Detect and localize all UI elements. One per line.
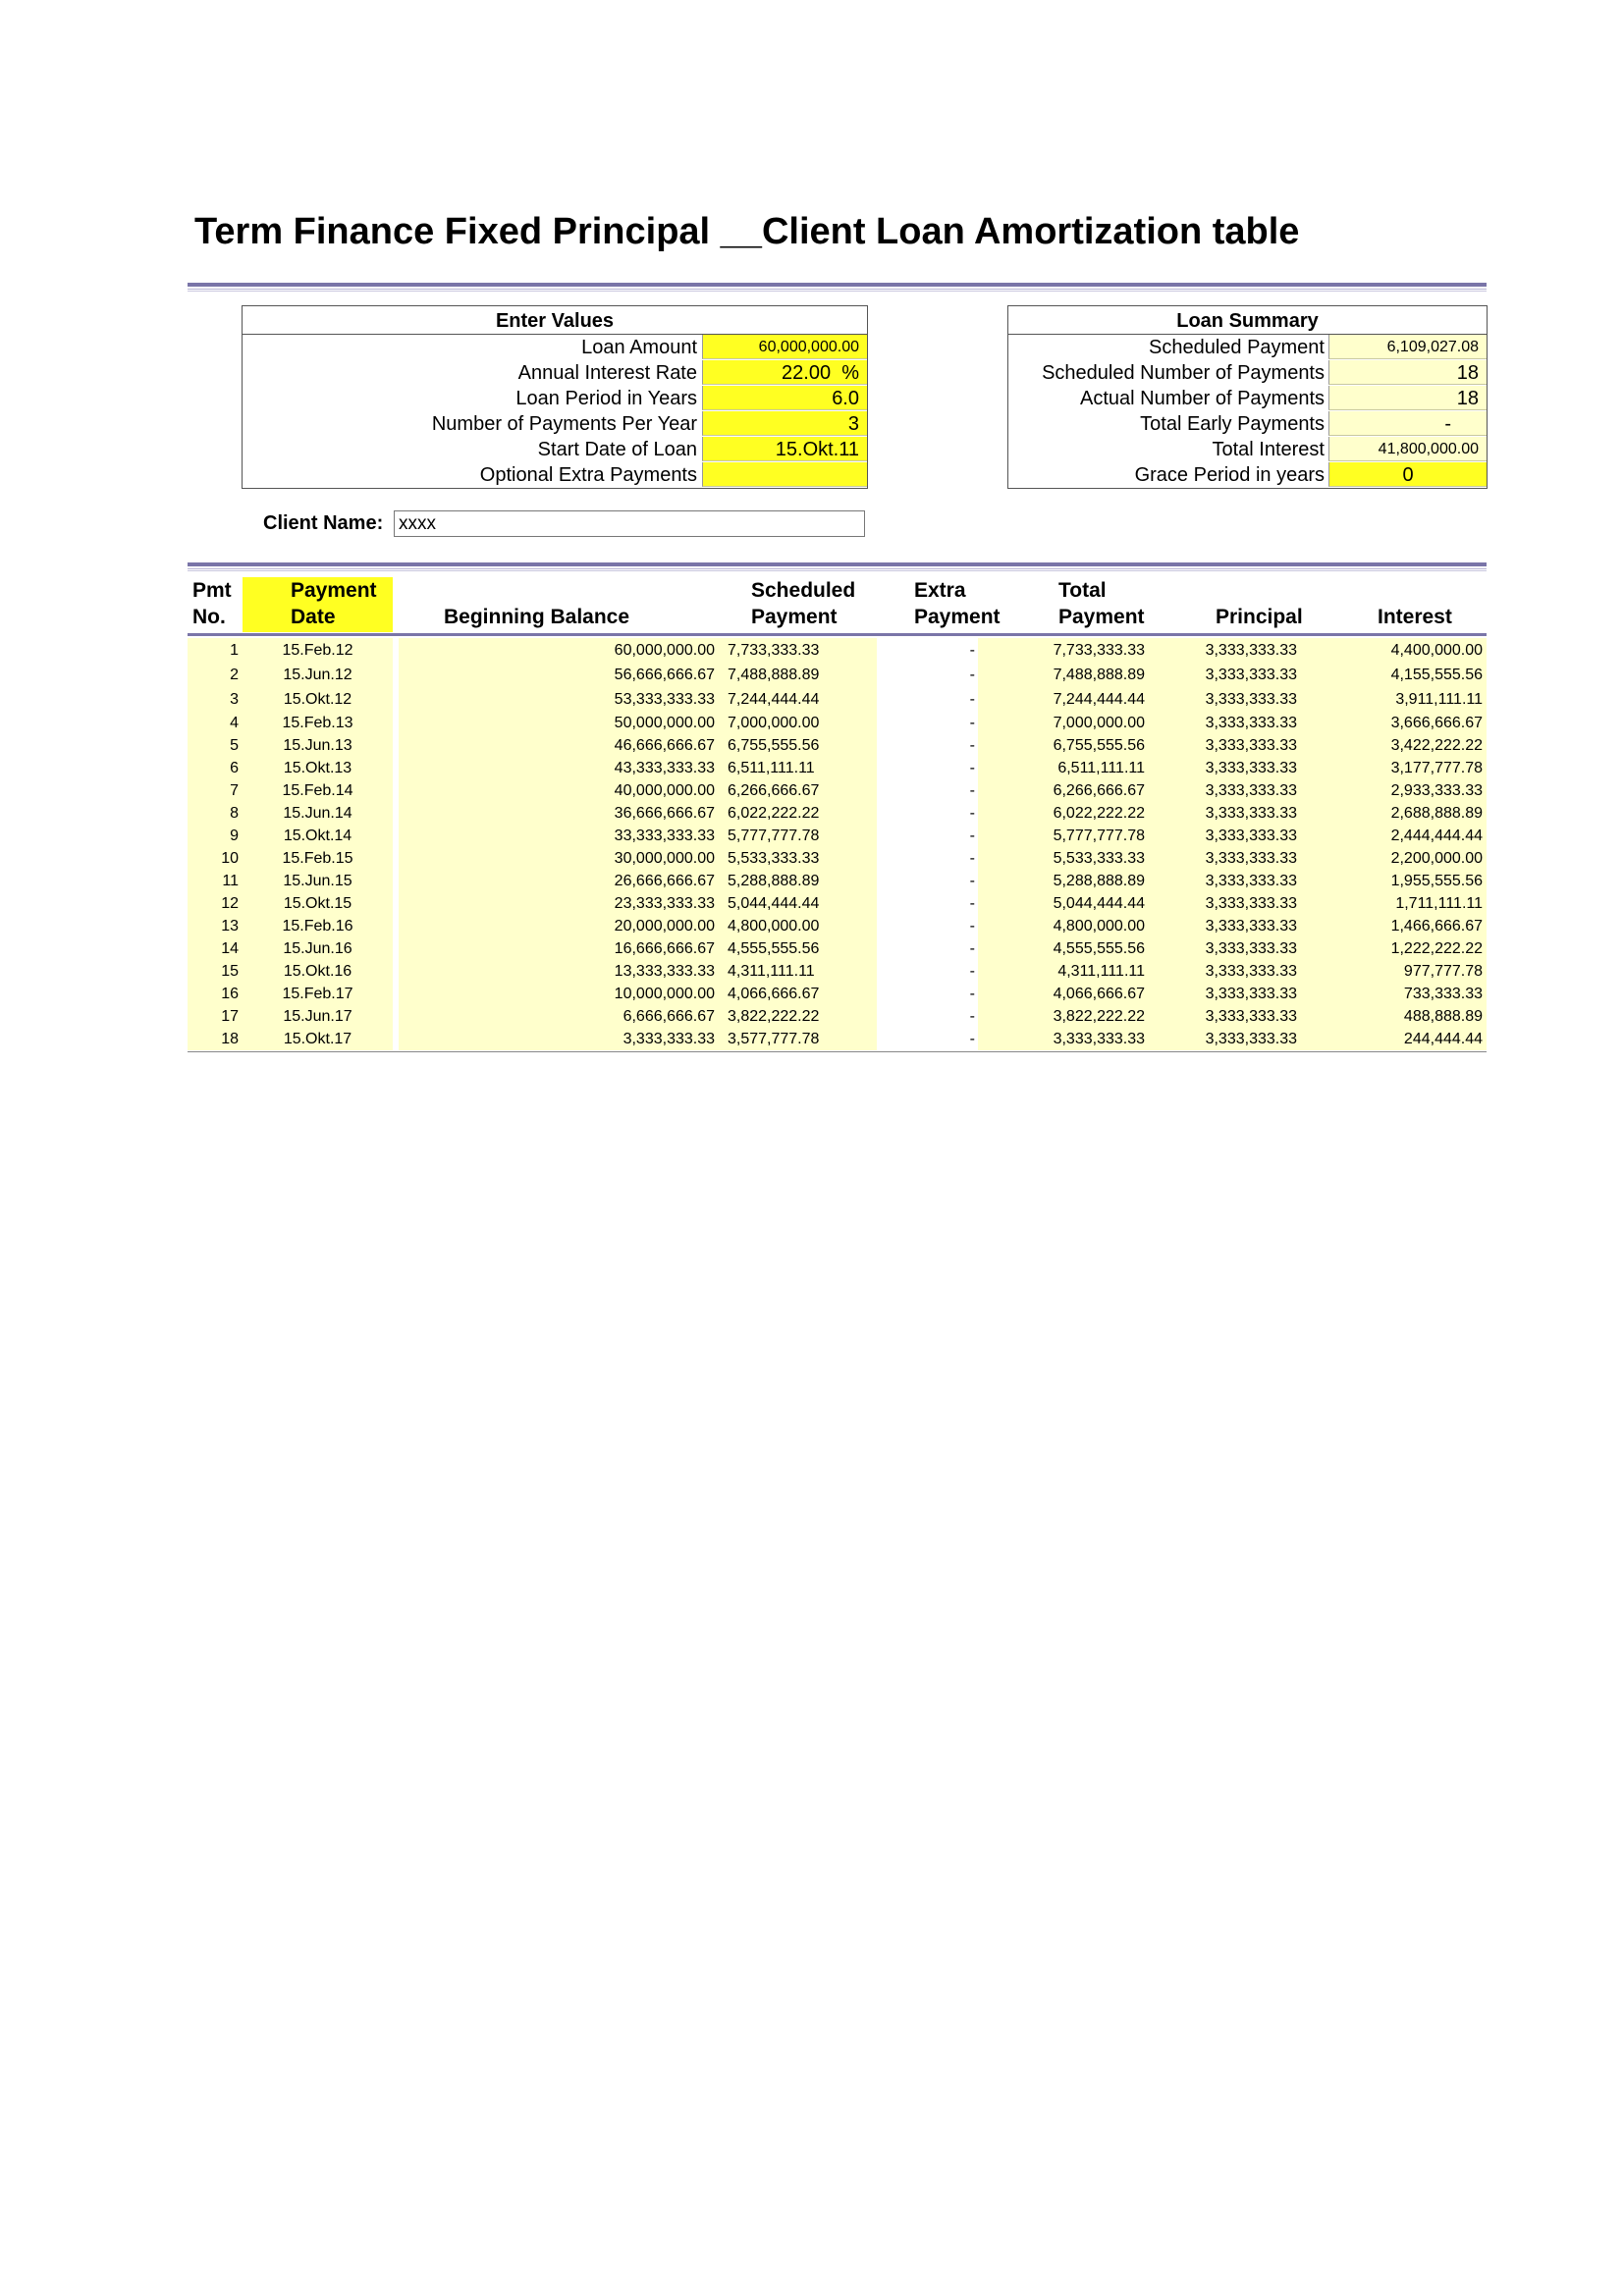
pmt-no-cell: 12	[221, 895, 239, 912]
interest-cell: 1,711,111.11	[1395, 895, 1483, 912]
scheduled-number-value: 18	[1328, 360, 1487, 385]
total-payment-cell: 6,266,666.67	[1053, 782, 1145, 799]
extra-payments-label: Optional Extra Payments	[479, 464, 697, 486]
scheduled-payment-cell: 6,755,555.56	[728, 737, 820, 754]
scheduled-payment-cell: 7,244,444.44	[728, 691, 820, 708]
pmt-no-cell: 5	[230, 737, 239, 754]
extra-payment-cell: -	[969, 782, 975, 799]
scheduled-payment-cell: 5,777,777.78	[728, 828, 820, 844]
total-payment-cell: 7,488,888.89	[1053, 667, 1145, 683]
pmt-no-cell: 7	[230, 782, 239, 799]
interest-cell: 1,466,666.67	[1390, 918, 1483, 934]
header-payment-date-line1: Payment	[291, 579, 377, 602]
beginning-balance-cell: 10,000,000.00	[614, 986, 715, 1002]
pmt-no-cell: 3	[230, 691, 239, 708]
extra-payments-row	[243, 462, 867, 488]
interest-cell: 488,888.89	[1403, 1008, 1483, 1025]
interest-cell: 2,933,333.33	[1390, 782, 1483, 799]
interest-cell: 3,177,777.78	[1390, 760, 1483, 776]
payment-date-cell: 15.Feb.12	[282, 642, 353, 659]
scheduled-payment-cell: 6,022,222.22	[728, 805, 820, 822]
total-payment-cell: 4,066,666.67	[1053, 986, 1145, 1002]
interest-cell: 4,155,555.56	[1390, 667, 1483, 683]
beginning-balance-cell: 56,666,666.67	[614, 667, 715, 683]
table-row	[188, 847, 1487, 870]
scheduled-payment-cell: 5,288,888.89	[728, 873, 820, 889]
beginning-balance-cell: 30,000,000.00	[614, 850, 715, 867]
table-row	[188, 663, 1487, 687]
total-payment-cell: 3,822,222.22	[1053, 1008, 1145, 1025]
principal-cell: 3,333,333.33	[1205, 986, 1297, 1002]
table-row	[188, 712, 1487, 734]
table-row	[188, 779, 1487, 802]
principal-cell: 3,333,333.33	[1205, 691, 1297, 708]
interest-cell: 2,200,000.00	[1390, 850, 1483, 867]
payments-per-year-row	[243, 411, 867, 437]
loan-amount-label: Loan Amount	[581, 337, 697, 358]
pmt-no-cell: 6	[230, 760, 239, 776]
table-row	[188, 937, 1487, 960]
table-row	[188, 638, 1487, 663]
total-payment-cell: 3,333,333.33	[1053, 1031, 1145, 1047]
payment-date-cell: 15.Jun.15	[283, 873, 352, 889]
enter-values-panel	[242, 305, 868, 489]
payment-date-cell: 15.Feb.13	[282, 715, 353, 731]
extra-payment-cell: -	[969, 850, 975, 867]
payment-date-cell: 15.Jun.14	[283, 805, 352, 822]
loan-summary-heading: Loan Summary	[1008, 306, 1487, 335]
extra-payment-cell: -	[969, 805, 975, 822]
extra-payment-cell: -	[969, 760, 975, 776]
pmt-no-cell: 10	[221, 850, 239, 867]
extra-payment-cell: -	[969, 737, 975, 754]
beginning-balance-cell: 43,333,333.33	[614, 760, 715, 776]
principal-cell: 3,333,333.33	[1205, 642, 1297, 659]
beginning-balance-cell: 46,666,666.67	[614, 737, 715, 754]
actual-number-row	[1008, 386, 1487, 411]
beginning-balance-cell: 16,666,666.67	[614, 940, 715, 957]
start-date-input[interactable]: 15.Okt.11	[702, 437, 867, 461]
header-pmt-no-line2: No.	[192, 606, 226, 628]
pmt-no-cell: 17	[221, 1008, 239, 1025]
scheduled-payment-cell: 3,822,222.22	[728, 1008, 820, 1025]
total-payment-cell: 5,533,333.33	[1053, 850, 1145, 867]
principal-cell: 3,333,333.33	[1205, 850, 1297, 867]
scheduled-number-row	[1008, 360, 1487, 386]
amortization-table	[188, 638, 1487, 1050]
principal-cell: 3,333,333.33	[1205, 963, 1297, 980]
principal-cell: 3,333,333.33	[1205, 782, 1297, 799]
payment-date-cell: 15.Feb.15	[282, 850, 353, 867]
scheduled-payment-cell: 7,488,888.89	[728, 667, 820, 683]
interest-cell: 1,955,555.56	[1390, 873, 1483, 889]
extra-payment-cell: -	[969, 1031, 975, 1047]
interest-cell: 2,688,888.89	[1390, 805, 1483, 822]
scheduled-payment-value: 6,109,027.08	[1328, 335, 1487, 359]
payment-date-cell: 15.Jun.13	[283, 737, 352, 754]
pmt-no-cell: 14	[221, 940, 239, 957]
header-interest: Interest	[1378, 606, 1452, 628]
header-scheduled-payment-line2: Payment	[751, 606, 838, 628]
scheduled-payment-label: Scheduled Payment	[1148, 337, 1325, 358]
payment-date-cell: 15.Okt.16	[283, 963, 352, 980]
pmt-no-cell: 16	[221, 986, 239, 1002]
beginning-balance-cell: 26,666,666.67	[614, 873, 715, 889]
header-pmt-no-line1: Pmt	[192, 579, 232, 602]
principal-cell: 3,333,333.33	[1205, 895, 1297, 912]
payment-date-cell: 15.Feb.16	[282, 918, 353, 934]
beginning-balance-cell: 50,000,000.00	[614, 715, 715, 731]
scheduled-payment-cell: 7,000,000.00	[728, 715, 820, 731]
page-title: Term Finance Fixed Principal __Client Loan Amortization table	[194, 211, 1300, 252]
payment-date-cell: 15.Jun.16	[283, 940, 352, 957]
pmt-no-cell: 1	[230, 642, 239, 659]
table-row	[188, 757, 1487, 779]
payment-date-cell: 15.Okt.14	[283, 828, 352, 844]
principal-cell: 3,333,333.33	[1205, 737, 1297, 754]
early-payments-value: -	[1328, 411, 1487, 436]
header-payment-date-line2: Date	[291, 606, 336, 628]
scheduled-payment-cell: 4,800,000.00	[728, 918, 820, 934]
interest-cell: 3,422,222.22	[1390, 737, 1483, 754]
start-date-label: Start Date of Loan	[537, 439, 697, 460]
interest-rate-row	[243, 360, 867, 386]
table-row	[188, 915, 1487, 937]
extra-payments-input[interactable]	[702, 462, 867, 487]
grace-period-label: Grace Period in years	[1134, 464, 1325, 486]
actual-number-label: Actual Number of Payments	[1080, 388, 1325, 409]
total-interest-label: Total Interest	[1212, 439, 1325, 460]
interest-cell: 1,222,222.22	[1390, 940, 1483, 957]
loan-period-input[interactable]: 6.0	[702, 386, 867, 410]
beginning-balance-cell: 33,333,333.33	[614, 828, 715, 844]
extra-payment-cell: -	[969, 986, 975, 1002]
client-name-label: Client Name:	[263, 512, 384, 534]
principal-cell: 3,333,333.33	[1205, 715, 1297, 731]
scheduled-payment-cell: 6,511,111.11	[728, 760, 815, 776]
pmt-no-cell: 13	[221, 918, 239, 934]
beginning-balance-cell: 13,333,333.33	[614, 963, 715, 980]
scheduled-payment-cell: 7,733,333.33	[728, 642, 820, 659]
beginning-balance-cell: 6,666,666.67	[623, 1008, 715, 1025]
scheduled-number-label: Scheduled Number of Payments	[1042, 362, 1325, 384]
total-payment-cell: 7,733,333.33	[1053, 642, 1145, 659]
total-payment-cell: 6,755,555.56	[1053, 737, 1145, 754]
pmt-no-cell: 18	[221, 1031, 239, 1047]
extra-payment-cell: -	[969, 895, 975, 912]
pmt-no-cell: 8	[230, 805, 239, 822]
principal-cell: 3,333,333.33	[1205, 667, 1297, 683]
header-extra-payment-line2: Payment	[914, 606, 1001, 628]
principal-cell: 3,333,333.33	[1205, 918, 1297, 934]
principal-cell: 3,333,333.33	[1205, 828, 1297, 844]
beginning-balance-cell: 23,333,333.33	[614, 895, 715, 912]
principal-cell: 3,333,333.33	[1205, 1008, 1297, 1025]
table-row	[188, 892, 1487, 915]
interest-rate-label: Annual Interest Rate	[517, 362, 697, 384]
table-row	[188, 687, 1487, 712]
loan-amount-input[interactable]: 60,000,000.00	[702, 335, 867, 359]
interest-cell: 2,444,444.44	[1390, 828, 1483, 844]
loan-period-row	[243, 386, 867, 411]
beginning-balance-cell: 60,000,000.00	[614, 642, 715, 659]
header-principal: Principal	[1216, 606, 1303, 628]
header-total-payment-line2: Payment	[1058, 606, 1145, 628]
total-interest-row	[1008, 437, 1487, 462]
total-payment-cell: 6,022,222.22	[1053, 805, 1145, 822]
early-payments-row	[1008, 411, 1487, 437]
beginning-balance-cell: 40,000,000.00	[614, 782, 715, 799]
scheduled-payment-cell: 6,266,666.67	[728, 782, 820, 799]
total-payment-cell: 4,311,111.11	[1057, 963, 1145, 980]
scheduled-payment-cell: 4,555,555.56	[728, 940, 820, 957]
principal-cell: 3,333,333.33	[1205, 940, 1297, 957]
pmt-no-cell: 2	[230, 667, 239, 683]
payment-date-cell: 15.Jun.17	[283, 1008, 352, 1025]
client-name-input[interactable]: xxxx	[394, 510, 865, 537]
extra-payment-cell: -	[969, 642, 975, 659]
total-payment-cell: 5,044,444.44	[1053, 895, 1145, 912]
table-row	[188, 734, 1487, 757]
payment-date-cell: 15.Okt.17	[283, 1031, 352, 1047]
title-divider	[188, 283, 1487, 292]
table-divider	[188, 562, 1487, 571]
beginning-balance-cell: 53,333,333.33	[614, 691, 715, 708]
extra-payment-cell: -	[969, 963, 975, 980]
start-date-row	[243, 437, 867, 462]
extra-payment-cell: -	[969, 667, 975, 683]
extra-payment-cell: -	[969, 918, 975, 934]
scheduled-payment-row	[1008, 335, 1487, 360]
scheduled-payment-cell: 5,533,333.33	[728, 850, 820, 867]
scheduled-payment-cell: 5,044,444.44	[728, 895, 820, 912]
beginning-balance-cell: 36,666,666.67	[614, 805, 715, 822]
table-row	[188, 1005, 1487, 1028]
loan-period-label: Loan Period in Years	[515, 388, 697, 409]
table-row	[188, 802, 1487, 825]
table-row	[188, 870, 1487, 892]
total-interest-value: 41,800,000.00	[1328, 437, 1487, 461]
interest-cell: 977,777.78	[1403, 963, 1483, 980]
payment-date-cell: 15.Okt.15	[283, 895, 352, 912]
payment-date-cell: 15.Okt.13	[283, 760, 352, 776]
payment-date-cell: 15.Feb.14	[282, 782, 353, 799]
total-payment-cell: 6,511,111.11	[1057, 760, 1145, 776]
header-scheduled-payment-line1: Scheduled	[751, 579, 856, 602]
total-payment-cell: 7,244,444.44	[1053, 691, 1145, 708]
scheduled-payment-cell: 4,066,666.67	[728, 986, 820, 1002]
interest-rate-input[interactable]: 22.00 %	[702, 360, 867, 385]
total-payment-cell: 5,288,888.89	[1053, 873, 1145, 889]
principal-cell: 3,333,333.33	[1205, 1031, 1297, 1047]
beginning-balance-cell: 3,333,333.33	[623, 1031, 715, 1047]
grace-period-row	[1008, 462, 1487, 488]
payments-per-year-label: Number of Payments Per Year	[431, 413, 697, 435]
principal-cell: 3,333,333.33	[1205, 805, 1297, 822]
enter-values-heading: Enter Values	[243, 306, 867, 335]
header-beginning-balance: Beginning Balance	[444, 606, 630, 628]
pmt-no-cell: 11	[222, 873, 239, 889]
payments-per-year-input[interactable]: 3	[702, 411, 867, 436]
interest-cell: 4,400,000.00	[1390, 642, 1483, 659]
table-row	[188, 1028, 1487, 1050]
amortization-table-header	[188, 577, 1487, 634]
payment-date-cell: 15.Feb.17	[282, 986, 353, 1002]
table-row	[188, 825, 1487, 847]
extra-payment-cell: -	[969, 715, 975, 731]
principal-cell: 3,333,333.33	[1205, 873, 1297, 889]
grace-period-input[interactable]: 0	[1328, 462, 1487, 487]
interest-cell: 3,911,111.11	[1395, 691, 1483, 708]
extra-payment-cell: -	[969, 828, 975, 844]
total-payment-cell: 5,777,777.78	[1053, 828, 1145, 844]
extra-payment-cell: -	[969, 940, 975, 957]
pmt-no-cell: 15	[221, 963, 239, 980]
principal-cell: 3,333,333.33	[1205, 760, 1297, 776]
header-total-payment-line1: Total	[1058, 579, 1107, 602]
payment-date-cell: 15.Jun.12	[283, 667, 352, 683]
table-row	[188, 960, 1487, 983]
extra-payment-cell: -	[969, 873, 975, 889]
payment-date-cell: 15.Okt.12	[283, 691, 352, 708]
early-payments-label: Total Early Payments	[1140, 413, 1325, 435]
interest-cell: 3,666,666.67	[1390, 715, 1483, 731]
scheduled-payment-cell: 4,311,111.11	[728, 963, 815, 980]
scheduled-payment-cell: 3,577,777.78	[728, 1031, 820, 1047]
loan-amount-row	[243, 335, 867, 360]
pmt-no-cell: 9	[230, 828, 239, 844]
table-row	[188, 983, 1487, 1005]
extra-payment-cell: -	[969, 691, 975, 708]
interest-cell: 244,444.44	[1403, 1031, 1483, 1047]
total-payment-cell: 4,555,555.56	[1053, 940, 1145, 957]
table-bottom-border	[188, 1051, 1487, 1052]
total-payment-cell: 4,800,000.00	[1053, 918, 1145, 934]
header-underline	[188, 633, 1487, 636]
interest-cell: 733,333.33	[1403, 986, 1483, 1002]
header-extra-payment-line1: Extra	[914, 579, 966, 602]
pmt-no-cell: 4	[230, 715, 239, 731]
extra-payment-cell: -	[969, 1008, 975, 1025]
actual-number-value: 18	[1328, 386, 1487, 410]
loan-summary-panel	[1007, 305, 1488, 489]
total-payment-cell: 7,000,000.00	[1053, 715, 1145, 731]
beginning-balance-cell: 20,000,000.00	[614, 918, 715, 934]
